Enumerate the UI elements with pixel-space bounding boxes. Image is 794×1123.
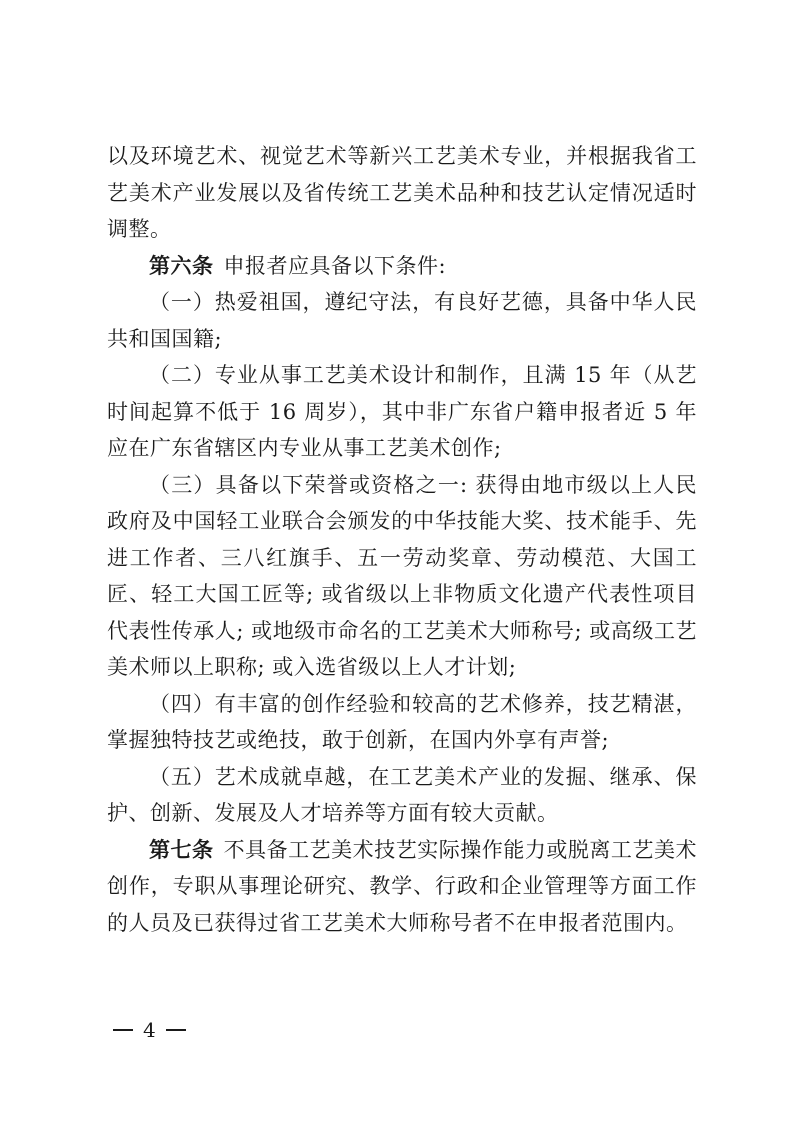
page-number: 4 <box>143 1018 156 1042</box>
document-body <box>107 138 697 941</box>
article-7-label: 第七条 <box>149 837 214 862</box>
page-footer <box>113 1018 186 1042</box>
article-6 <box>107 248 697 285</box>
article-6-text: 申报者应具备以下条件: <box>223 253 447 278</box>
paragraph-continuation: 以及环境艺术、视觉艺术等新兴工艺美术专业，并根据我省工艺美术产业发展以及省传统工艺美术品种和技艺认定情况适时调整。 <box>107 144 697 241</box>
condition-item-4: （四）有丰富的创作经验和较高的艺术修养，技艺精湛，掌握独特技艺或绝技，敢于创新，在国内外享有声誉; <box>107 691 697 752</box>
footer-dash-right <box>166 1029 186 1031</box>
article-7 <box>107 832 697 942</box>
article-7-text: 不具备工艺美术技艺实际操作能力或脱离工艺美术创作，专职从事理论研究、教学、行政和企业管理等方面工作的人员及已获得过省工艺美术大师称号者不在申报者范围内。 <box>107 837 697 935</box>
condition-item-1: （一）热爱祖国，遵纪守法，有良好艺德，具备中华人民共和国国籍; <box>107 290 697 351</box>
condition-item-2: （二）专业从事工艺美术设计和制作，且满 15 年（从艺时间起算不低于 16 周岁），其中非广东省户籍申报者近 5 年应在广东省辖区内专业从事工艺美术创作; <box>107 363 697 460</box>
footer-dash-left <box>113 1029 133 1031</box>
condition-item-3: （三）具备以下荣誉或资格之一: 获得由地市级以上人民政府及中国轻工业联合会颁发的中华技能大奖、技术能手、先进工作者、三八红旗手、五一劳动奖章、劳动模范、大国工匠、轻工大国工匠等; 或省级以上非物质文化遗产代表性项目代表性传承人; 或地级市命名的工艺美术大师称号; 或高级工艺美术师以上职称; 或入选省级以上人才计划; <box>107 472 697 679</box>
article-6-label: 第六条 <box>149 253 214 278</box>
condition-item-5: （五）艺术成就卓越，在工艺美术产业的发掘、继承、保护、创新、发展及人才培养等方面有较大贡献。 <box>107 764 697 825</box>
